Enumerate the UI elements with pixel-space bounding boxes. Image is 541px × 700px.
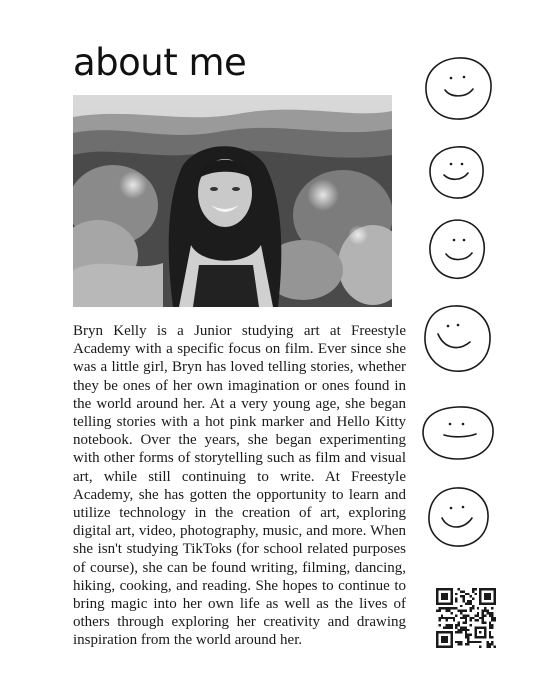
smiley-face-icon [418,478,498,558]
page-title: about me [73,41,247,84]
bio-paragraph: Bryn Kelly is a Junior studying art at Freestyle Academy with a specific focus on film. Ever since she was a little girl, Bryn has loved telling stories, whether they be ones of her own imagination or ones found in the world around her. At a very young age, she began telling stories with a hot pink marker and Hello Kitty notebook. Over the years, she began experimenting with other forms of storytelling such as film and visual art, while still continuing to write. At Freestyle Academy, she has gotten the opportunity to learn and utilize technology in the creation of art, exploring digital art, video, photography, music, and more. When she isn't studying TikToks (for school related purposes of course), she can be found writing, filming, dancing, hiking, cooking, and reading. She hopes to continue to bring magic into her own life as well as the lives of others through exploring her creativity and drawing inspiration from the world around her. [73,323,406,649]
smiley-face-icon [418,133,498,213]
smiley-face-icon [418,298,498,378]
portrait-photo [73,95,392,307]
smiley-face-icon [418,210,498,290]
smiley-face-icon [418,48,498,128]
smiley-face-icon [418,393,498,473]
qr-code-icon [436,588,496,648]
